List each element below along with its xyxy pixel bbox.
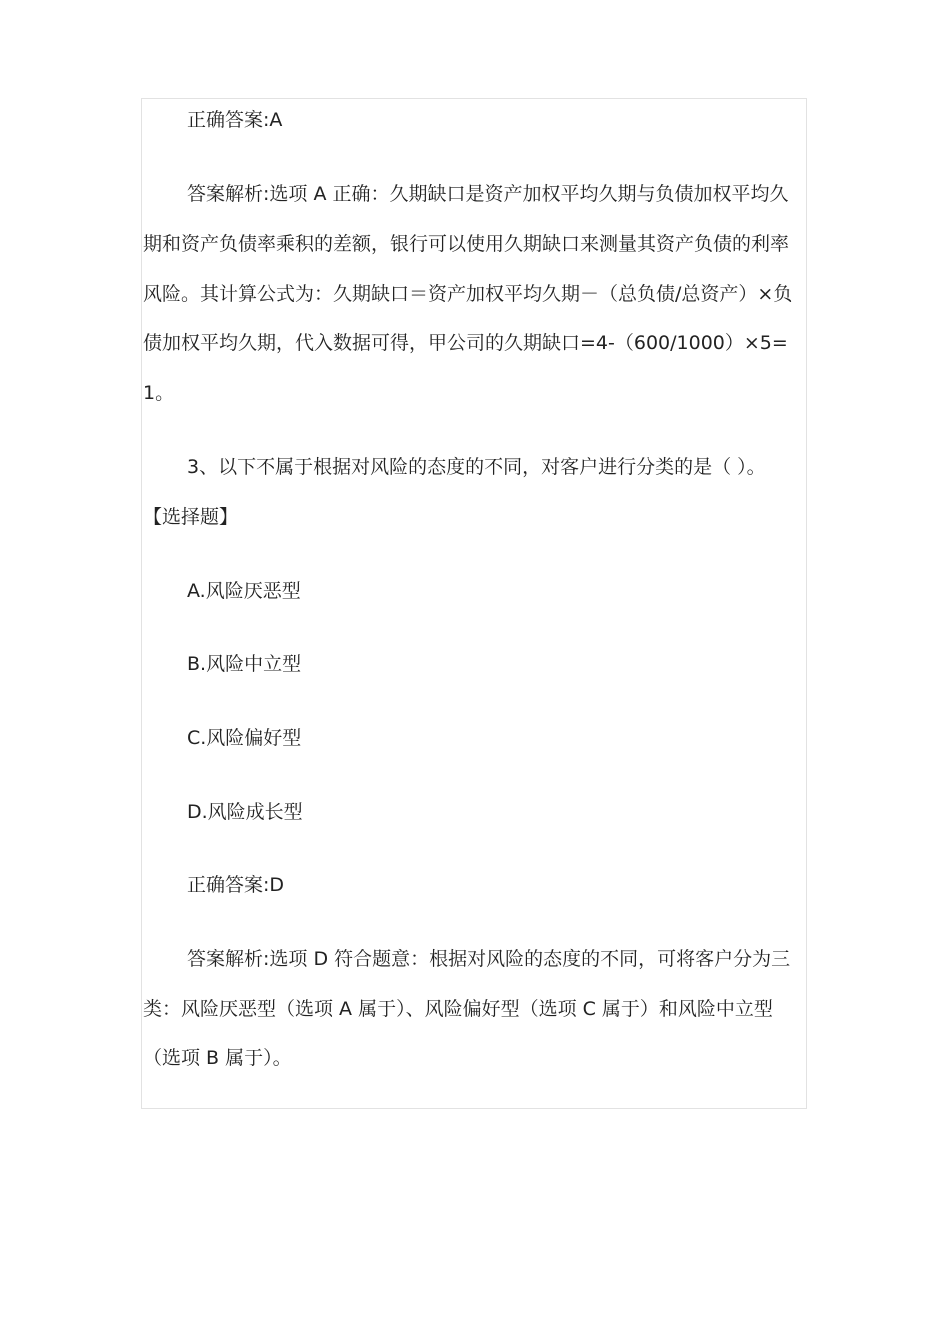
q2-analysis-line: 期和资产负债率乘积的差额，银行可以使用久期缺口来测量其资产负债的利率: [143, 233, 790, 255]
q2-analysis-line: 1。: [143, 382, 175, 404]
q3-option-c: C.风险偏好型: [187, 727, 302, 749]
q3-option-a: A.风险厌恶型: [187, 580, 301, 602]
q2-analysis-line: 债加权平均久期，代入数据可得，甲公司的久期缺口=4-（600/1000）×5=: [143, 332, 788, 354]
q3-option-d: D.风险成长型: [187, 801, 303, 823]
q3-analysis-line: （选项 B 属于）。: [143, 1047, 292, 1069]
q3-analysis-line: 答案解析:选项 D 符合题意：根据对风险的态度的不同，可将客户分为三: [187, 948, 791, 970]
q2-analysis-line: 风险。其计算公式为：久期缺口＝资产加权平均久期－（总负债/总资产）×负: [143, 283, 793, 305]
q3-question: 3、以下不属于根据对风险的态度的不同，对客户进行分类的是（ ）。: [187, 456, 766, 478]
q3-answer: 正确答案:D: [187, 874, 285, 896]
q2-analysis-line: 答案解析:选项 A 正确：久期缺口是资产加权平均久期与负债加权平均久: [187, 183, 789, 205]
q3-type-label: 【选择题】: [143, 506, 239, 528]
q3-option-b: B.风险中立型: [187, 653, 302, 675]
q3-analysis-line: 类：风险厌恶型（选项 A 属于）、风险偏好型（选项 C 属于）和风险中立型: [143, 998, 773, 1020]
q2-answer: 正确答案:A: [187, 109, 283, 131]
